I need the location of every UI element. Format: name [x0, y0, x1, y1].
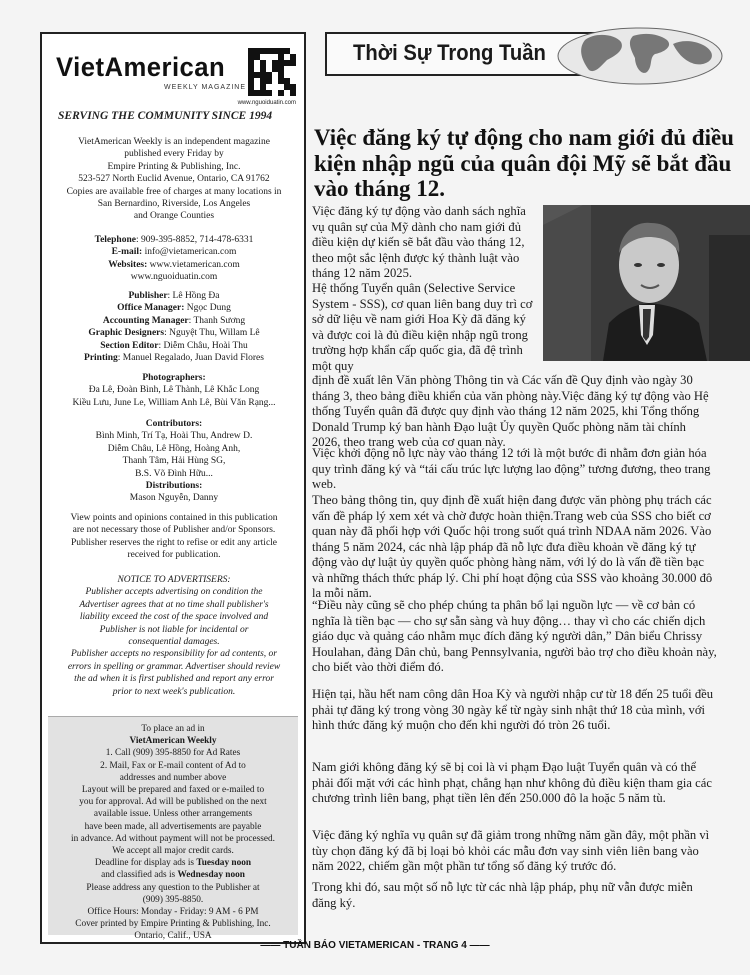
ad-line: Ontario, Calif., USA — [134, 931, 212, 942]
ad-line: have been made, all advertisements are payable — [84, 821, 262, 832]
about-line: published every Friday by — [124, 149, 224, 160]
advertiser-notice — [50, 574, 298, 698]
masthead — [54, 48, 296, 108]
serving-year: 1994 — [249, 110, 273, 122]
deadline-display: Tuesday noon — [196, 858, 252, 869]
staff-name: : Nguyệt Thu, Willam Lê — [164, 328, 260, 339]
ad-line: Please address any question to the Publisher at — [86, 882, 260, 893]
staff-name: : Manuel Regalado, Juan David Flores — [117, 353, 264, 364]
distributions-section — [50, 480, 298, 505]
photographers-section — [50, 372, 298, 409]
photographers-line: Kiều Lưu, June Le, William Anh Lê, Bùi Văn Rạng... — [72, 397, 276, 408]
notice-line: Publisher is not liable for incidental or — [99, 624, 249, 635]
article-headline: Việc đăng ký tự động cho nam giới đủ điều kiện nhập ngũ của quân đội Mỹ sẽ bắt đầu vào tháng 12. — [314, 125, 734, 201]
website-link[interactable]: www.nguoiduatin.com — [130, 272, 218, 283]
viewpoints-disclaimer — [50, 512, 298, 562]
contact-info — [50, 234, 298, 284]
staff-name: : Diễm Châu, Hoài Thu — [158, 340, 248, 351]
ad-line: Cover printed by Empire Printing & Publishing, Inc. — [75, 919, 271, 930]
notice-line: consequential damages. — [128, 637, 220, 648]
ad-line: and classified ads is — [101, 870, 178, 881]
notice-line: Publisher accepts no responsibility for ad contents, or — [71, 649, 277, 660]
email-label: E-mail: — [111, 247, 143, 258]
article-paragraph: Việc đăng ký nghĩa vụ quân sự đã giảm trong những năm gần đây, một phần vì tùy chọn đăng ký đã bị loại bỏ khỏi các mẫu đơn vay sinh viên liên bang vào năm 2022, chiếm gần một phần tư tổng số đăng ký trước đó. — [312, 828, 710, 873]
footer-rule-right: —— — [469, 940, 490, 951]
telephone-value: : 909-395-8852, 714-478-6331 — [135, 235, 254, 245]
qr-module — [290, 90, 296, 96]
place-ad-text — [48, 723, 298, 943]
article-paragraph: Hệ thống Tuyển quân (Selective Service System - SSS), cơ quan liên bang duy trì cơ sở dữ liệu về nam giới Hoa Kỳ đã đăng ký và được coi là đủ điều kiện nhập ngũ trong trường hợp khẩn cấp quốc gia, đã đệ trình một quy — [312, 281, 533, 373]
ad-line: 1. Call (909) 395-8850 for Ad Rates — [105, 748, 241, 759]
contributors-line: Thanh Tâm, Hải Hùng SG, — [122, 456, 226, 467]
staff-role: Accounting Manager — [102, 315, 189, 326]
notice-line: prior to next week's publication. — [112, 686, 236, 697]
place-ad-box — [48, 716, 298, 942]
staff-role: Section Editor — [100, 340, 159, 351]
staff-name: Ngọc Dung — [184, 303, 231, 314]
photographers-heading: Photographers: — [142, 373, 206, 383]
ad-line: (909) 395-8850. — [142, 894, 204, 905]
staff-name: : Thanh Sương — [188, 315, 246, 326]
masthead-logo: VietAmerican — [56, 52, 226, 82]
notice-title: NOTICE TO ADVERTISERS: — [117, 575, 231, 585]
masthead-sidebar — [40, 32, 306, 944]
ad-line: To place an ad in — [141, 724, 205, 734]
footer-rule-left: —— — [260, 940, 281, 951]
staff-role: Publisher — [128, 291, 168, 301]
ad-line: Office Hours: Monday - Friday: 9 AM - 6 PM — [87, 907, 259, 918]
ad-line: 2. Mail, Fax or E-mail content of Ad to — [100, 760, 246, 771]
notice-line: Advertiser agrees that at no time shall publisher's — [79, 599, 269, 610]
deadline-classified: Wednesday noon — [177, 870, 245, 881]
article-paragraph: Hiện tại, hầu hết nam công dân Hoa Kỳ và người nhập cư từ 18 đến 25 tuổi đều phải tự đăng ký trong vòng 30 ngày kể từ ngày sinh nhật thứ 18 của mình, với hình thức đăng ký muộn cho đến khi người đó tròn 26 tuổi. — [312, 687, 714, 732]
viewpoints-line: are not necessary those of Publisher and/or Sponsors. — [72, 525, 276, 536]
publication-info — [50, 136, 298, 223]
email-link[interactable]: info@vietamerican.com — [142, 247, 237, 258]
ad-line: you for approval. Ad will be published on the next — [79, 797, 267, 808]
ad-line: Deadline for display ads is — [94, 858, 197, 869]
masthead-subtitle: WEEKLY MAGAZINE — [164, 84, 247, 91]
article-paragraph: “Điều này cũng sẽ cho phép chúng ta phân bổ lại nguồn lực — về cơ bản có nghĩa là tiền bạc — cho sự sẵn sàng và huy động… thay vì cho các chiến dịch giáo dục và quảng cáo nhằm mục đích đăng ký người dân,” Dân biểu Chrissy Houlahan, đảng Dân chủ, bang Pennsylvania, người bảo trợ cho điều khoản này, cho biết vào thời điểm đó. — [312, 598, 717, 674]
section-banner — [325, 32, 725, 78]
article-photo — [543, 205, 750, 361]
viewpoints-line: Publisher reserves the right to refise or edit any article — [70, 537, 278, 548]
ad-line: We accept all major credit cards. — [112, 846, 234, 857]
about-line: VietAmerican Weekly is an independent magazine — [78, 137, 270, 147]
notice-line: the ad when it is first published and report any error — [74, 674, 274, 685]
article-paragraph: Việc khởi động nỗ lực này vào tháng 12 tới là một bước đi nhằm đơn giản hóa quy trình đăng ký và “tái cấu trúc lực lượng lao động” tương đương, theo trang web. — [312, 446, 711, 491]
ad-magazine-name: VietAmerican Weekly — [129, 736, 217, 747]
notice-line: errors in spelling or grammar. Advertiser should review — [67, 661, 281, 672]
telephone-label: Telephone — [94, 235, 136, 245]
staff-name: : Lê Hồng Đa — [167, 291, 220, 301]
qr-caption: www.nguoiduatin.com — [237, 100, 296, 106]
contributors-heading: Contributors: — [145, 419, 203, 429]
websites-label: Websites: — [108, 259, 148, 270]
notice-line: Publisher accepts advertising on condition the — [85, 587, 263, 598]
article-paragraph: Việc đăng ký tự động vào danh sách nghĩa vụ quân sự của Mỹ dành cho nam giới đủ điều kiện dự kiến sẽ bắt đầu vào tháng 12, theo một sắc lệnh được ký thành luật vào tháng 12 năm 2025. — [312, 204, 526, 280]
viewpoints-line: received for publication. — [127, 550, 221, 561]
website-link[interactable]: www.vietamerican.com — [147, 259, 240, 270]
serving-tagline — [58, 110, 272, 122]
contributors-section — [50, 418, 298, 480]
staff-role: Office Manager: — [117, 303, 185, 314]
article-paragraph: Nam giới không đăng ký sẽ bị coi là vi phạm Đạo luật Tuyển quân và có thể phải đối mặt với các hình phạt, chẳng hạn như không đủ điều kiện tham gia các chương trình liên bang, phạt tiền lên đến 250.000 đô la hoặc 5 năm tù. — [312, 760, 712, 805]
about-line: Copies are available free of charges at many locations in — [66, 186, 282, 197]
notice-line: liability exceed the cost of the space involved and — [79, 612, 269, 623]
staff-role: Graphic Designers — [88, 328, 165, 339]
qr-code-icon — [248, 48, 296, 100]
staff-role: Printing — [84, 353, 118, 364]
portrait-image — [543, 205, 750, 361]
staff-list — [50, 290, 298, 364]
about-line: and Orange Counties — [133, 211, 215, 222]
world-map-icon — [555, 26, 725, 86]
footer-text: TUẦN BÁO VIETAMERICAN - TRANG 4 — [283, 940, 467, 951]
contributors-line: B.S. Võ Đình Hữu... — [135, 468, 213, 479]
distributions-heading: Distributions: — [145, 481, 203, 491]
contributors-line: Diễm Châu, Lê Hồng, Hoàng Anh, — [107, 443, 241, 454]
ad-line: in advance. Ad without payment will not be processed. — [71, 833, 275, 844]
ad-line: available issue. Unless other arrangements — [93, 809, 253, 820]
ad-line: Layout will be prepared and faxed or e-mailed to — [81, 785, 265, 796]
page-footer — [0, 940, 750, 951]
contributors-line: Bình Minh, Trí Tạ, Hoài Thu, Andrew D. — [95, 431, 253, 442]
article-paragraph: Theo bảng thông tin, quy định đề xuất hiện đang được văn phòng phụ trách các vấn đề pháp lý xem xét và chờ được hoàn thiện.Trang web của SSS cho biết cơ quan này đã phối hợp với Quốc hội trong suốt quá trình NDAA năm 2026. Vào tháng 5 năm 2024, các nhà lập pháp đã nỗ lực đưa điều khoản về đăng ký tự động vào dự luật ủy quyền quốc phòng hàng năm, với lý do là vấn đề tiền bạc và những thách thức pháp lý. Chi phí hoạt động của SSS vào khoảng 30.000 đô la mỗi năm. — [312, 493, 713, 600]
about-line: San Bernardino, Riverside, Los Angeles — [97, 199, 251, 210]
section-title: Thời Sự Trong Tuần — [353, 40, 546, 65]
about-line: Empire Printing & Publishing, Inc. — [107, 161, 241, 172]
viewpoints-line: View points and opinions contained in this publication — [70, 513, 278, 523]
about-line: 523-527 North Euclid Avenue, Ontario, CA 91762 — [78, 174, 270, 185]
photographers-line: Đa Lê, Đoàn Bình, Lê Thành, Lê Khắc Long — [88, 385, 260, 396]
serving-text: SERVING THE COMMUNITY SINCE — [58, 110, 247, 122]
distributions-line: Mason Nguyễn, Danny — [129, 493, 219, 504]
article-paragraph: định đề xuất lên Văn phòng Thông tin và Các vấn đề Quy định vào ngày 30 tháng 3, theo bảng điều khiển của văn phòng này.Việc đăng ký tự động vào Hệ thống Tuyển quân đã được quy định vào tháng 12 năm 2025, khi Tổng thống Donald Trump ký ban hành Đạo luật Ủy quyền Quốc phòng năm tài chính 2026, theo trang web của cơ quan này. — [312, 373, 709, 449]
ad-line: addresses and number above — [119, 772, 227, 783]
article-paragraph: Trong khi đó, sau một số nỗ lực từ các nhà lập pháp, phụ nữ vẫn được miễn đăng ký. — [312, 880, 693, 910]
